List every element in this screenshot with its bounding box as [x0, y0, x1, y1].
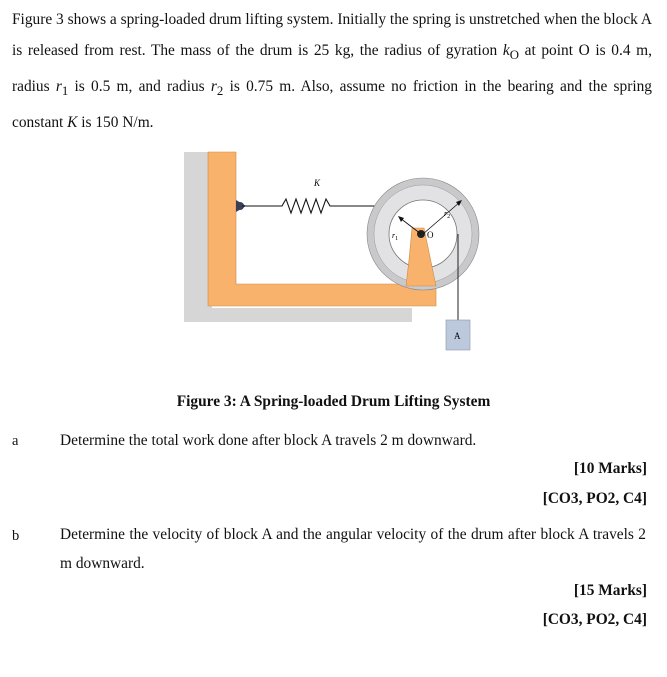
question-a-marks: [10 Marks] [573, 460, 647, 477]
r1-subscript: 1 [61, 84, 69, 99]
k-subscript: O [509, 48, 519, 63]
r2-subscript: 2 [216, 84, 224, 99]
r1-label-sub: 1 [395, 236, 399, 242]
k-symbol: k [502, 42, 510, 59]
question-a-letter: a [12, 433, 19, 449]
floor-plate [184, 308, 412, 322]
question-a-outcomes: [CO3, PO2, C4] [542, 490, 647, 507]
problem-statement [12, 4, 652, 138]
figure-3 [180, 148, 480, 360]
question-b-letter: b [12, 528, 20, 544]
intro-text-4: is 0.75 m. Also, assume no friction in the bearing and the spring constant [12, 78, 652, 132]
r2-symbol: r [210, 78, 217, 96]
drum-diagram [180, 148, 480, 360]
spring-constant-symbol: K [67, 114, 78, 132]
intro-text-1: Figure 3 shows a spring-loaded drum lifting system. Initially the spring is unstretched when the block A is released from rest. The mass of the drum is 25 kg, the radius of gyration [12, 11, 652, 59]
intro-text-3: is 0.5 m, and radius [68, 78, 211, 96]
figure-caption: Figure 3: A Spring-loaded Drum Lifting System [176, 393, 491, 410]
r1-label-r: r [392, 231, 396, 240]
question-b-marks: [15 Marks] [573, 582, 647, 599]
block-label: A [454, 331, 461, 341]
center-label: O [427, 230, 434, 240]
intro-text-5: is 150 N/m. [77, 114, 154, 132]
spring-label: K [314, 178, 321, 188]
r1-symbol: r [55, 78, 62, 96]
r2-label-sub: 2 [447, 214, 451, 220]
question-a-text: Determine the total work done after block A travels 2 m downward. [60, 432, 477, 449]
r2-label-r: r [444, 209, 448, 218]
spring [242, 199, 376, 213]
question-b-outcomes: [CO3, PO2, C4] [542, 611, 647, 628]
question-b-text: Determine the velocity of block A and the angular velocity of the drum after block A travels 2 m downward. [60, 526, 646, 572]
intro-text-2: at point O is 0.4 m, radius [12, 42, 652, 96]
